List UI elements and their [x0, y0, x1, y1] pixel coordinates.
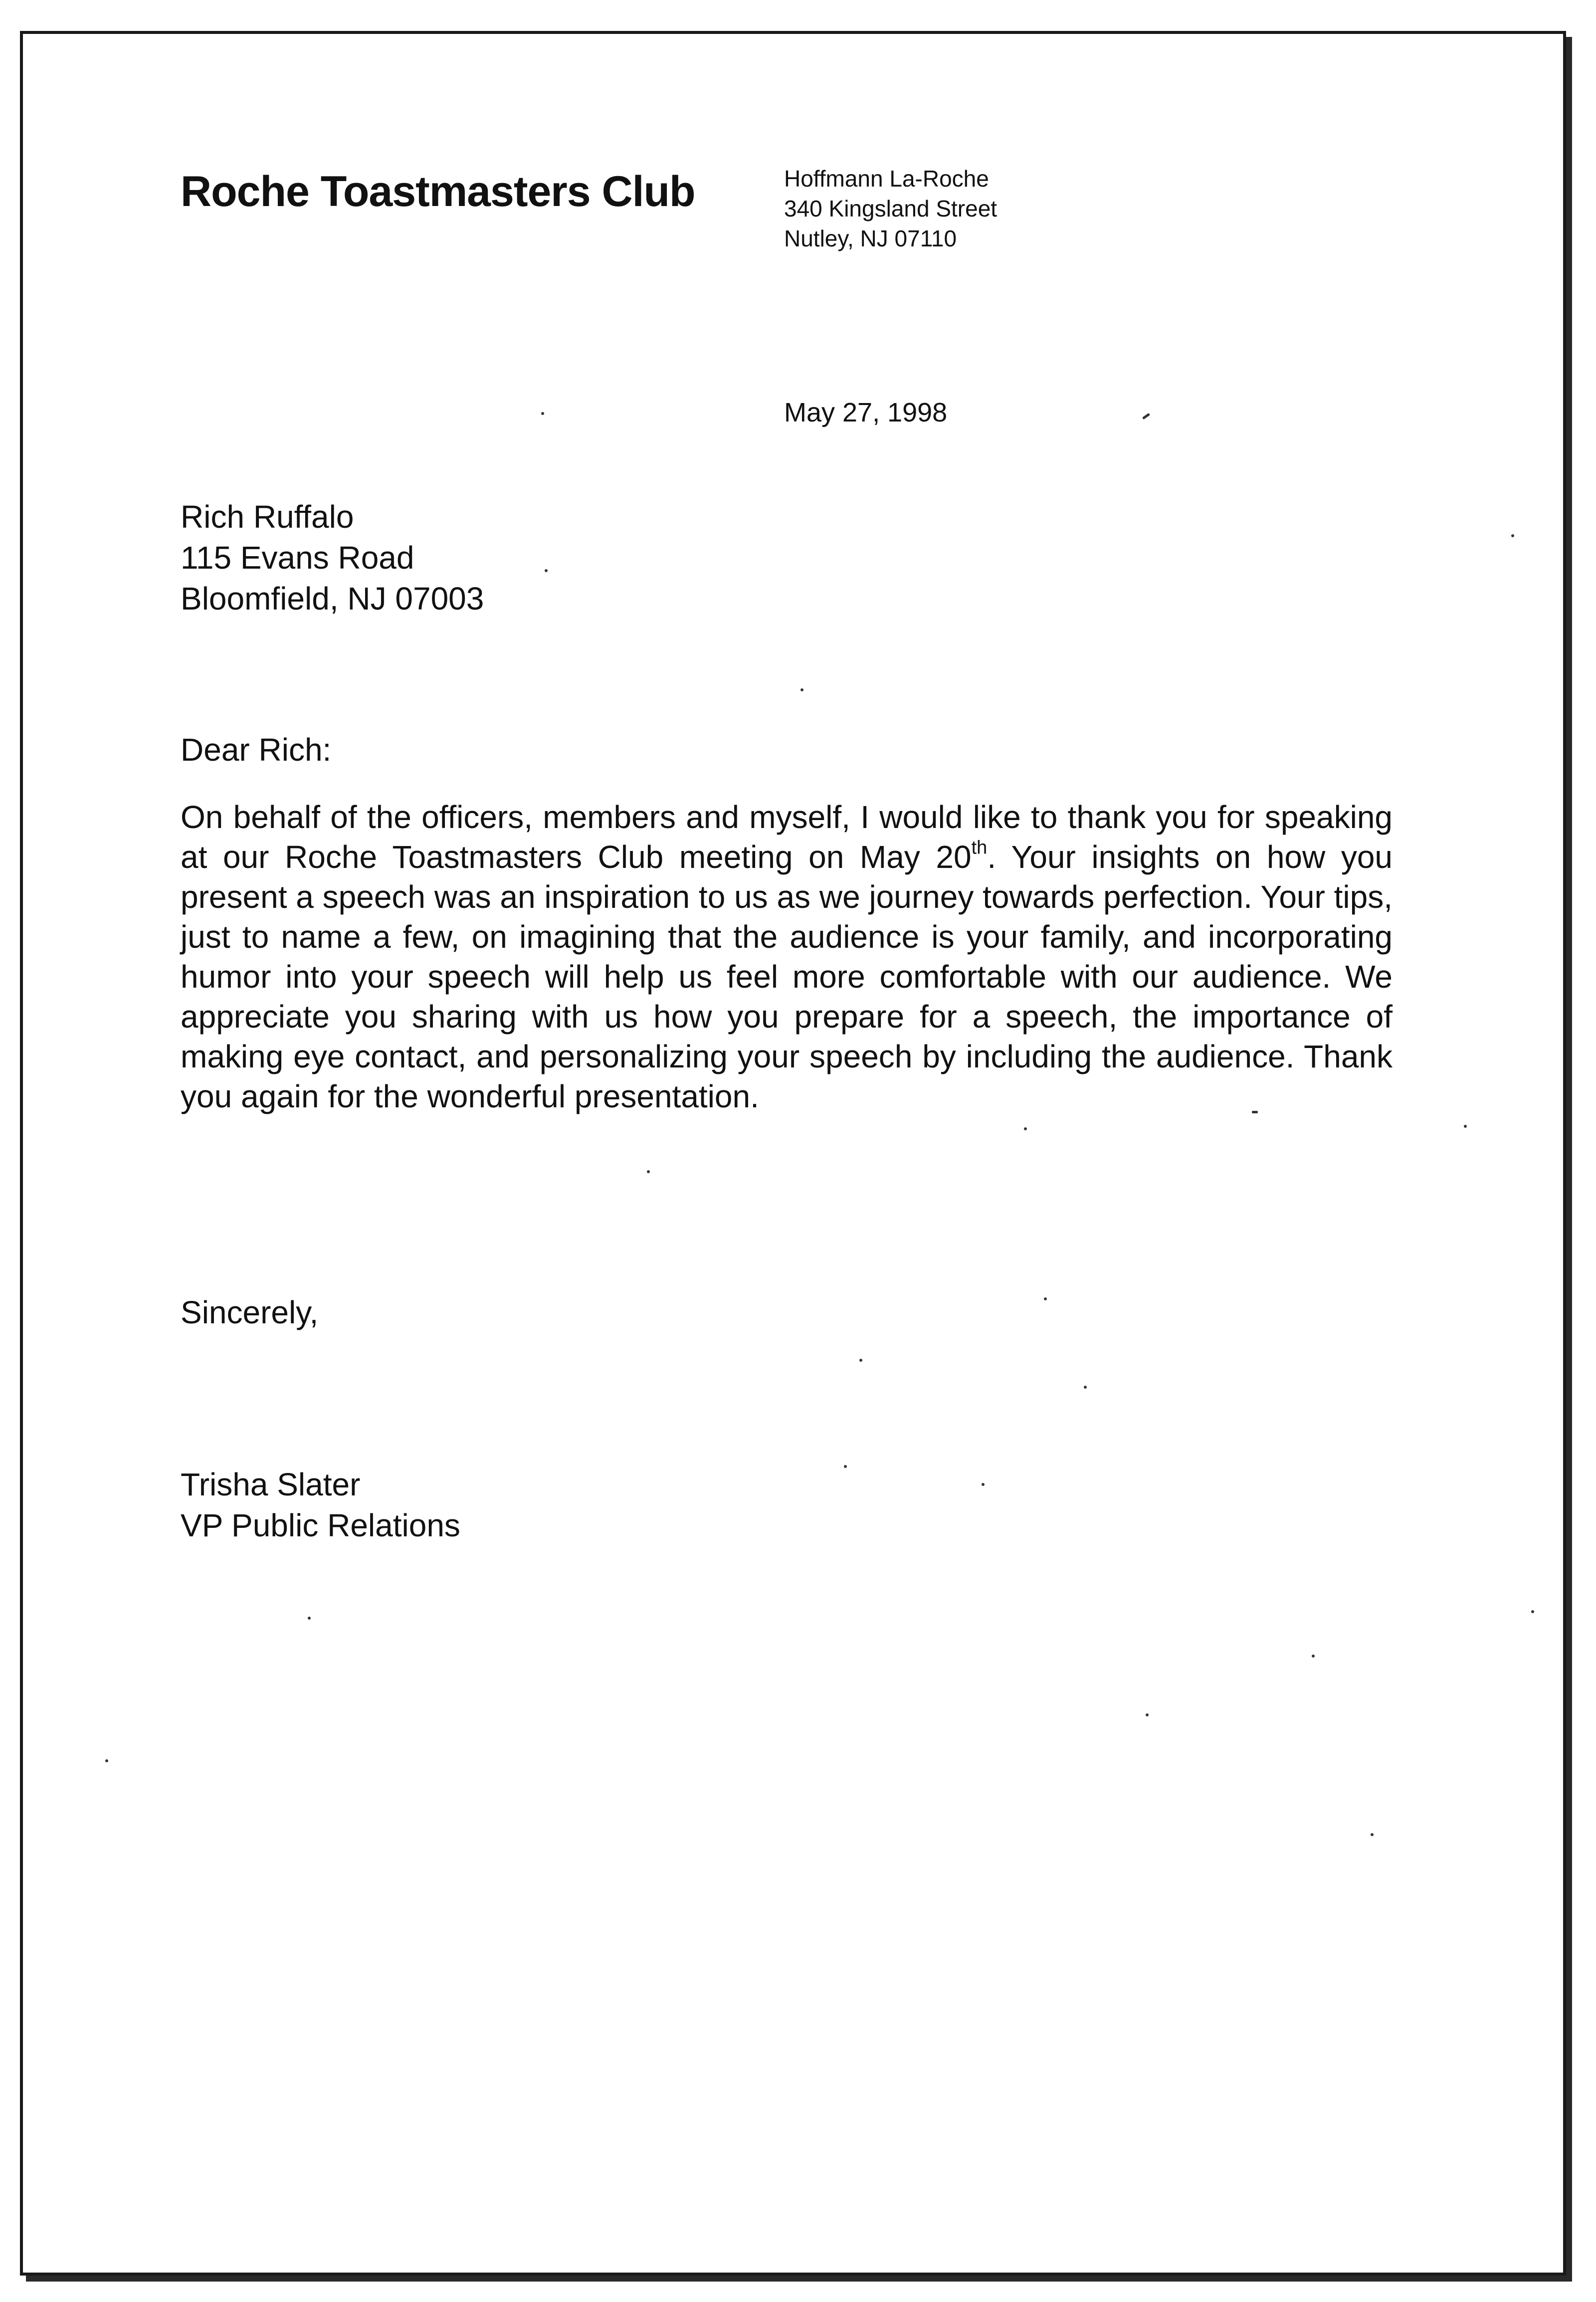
- signature-block: [181, 1464, 460, 1546]
- scan-speck: [1044, 1297, 1047, 1300]
- scan-speck: [545, 569, 548, 572]
- scan-speck: [1531, 1610, 1534, 1613]
- recipient-street: 115 Evans Road: [181, 540, 414, 576]
- scan-speck: [1511, 534, 1514, 537]
- letter-page: [20, 31, 1566, 2276]
- recipient-name: Rich Ruffalo: [181, 499, 354, 535]
- closing: Sincerely,: [181, 1294, 319, 1330]
- scan-speck: [1312, 1655, 1315, 1658]
- scan-speck: [844, 1465, 847, 1468]
- scan-speck: [1371, 1833, 1374, 1836]
- address-line-company: Hoffmann La-Roche: [784, 166, 989, 192]
- club-name-heading: Roche Toastmasters Club: [181, 168, 695, 215]
- scan-speck: [105, 1759, 108, 1762]
- scan-speck: [982, 1483, 985, 1486]
- scan-speck: [1024, 1127, 1027, 1130]
- scan-speck: [1252, 1111, 1258, 1113]
- address-line-city: Nutley, NJ 07110: [784, 225, 957, 251]
- signer-title: VP Public Relations: [181, 1507, 460, 1543]
- body-date-superscript: th: [971, 837, 988, 858]
- scan-speck: [859, 1359, 862, 1362]
- scan-speck: [1084, 1386, 1087, 1389]
- body-text-part-1: On behalf of the officers, members and myself, I would like to thank you for speaking at our Roche Toastmasters Club meeting on May 20: [181, 799, 1393, 875]
- letterhead-address: [784, 164, 997, 253]
- scan-speck: [308, 1617, 311, 1620]
- scan-speck: [800, 688, 803, 691]
- letter-date: May 27, 1998: [784, 398, 948, 427]
- signer-name: Trisha Slater: [181, 1466, 361, 1502]
- scan-speck: [1464, 1125, 1467, 1128]
- body-text-part-2: . Your insights on how you present a speech was an inspiration to us as we journey towards perfection. Your tips, just to name a few, on imagining that the audience is your family, and incorporating humor into your speech will help us feel more comfortable with our audience. We appreciate you sharing with us how you prepare for a speech, the importance of making eye contact, and personalizing your speech by including the audience. Thank you again for the wonderful presentation.: [181, 839, 1393, 1114]
- scan-speck: [1146, 1713, 1149, 1716]
- recipient-address: [181, 496, 484, 619]
- salutation: Dear Rich:: [181, 732, 332, 768]
- letter-body: [181, 797, 1393, 1116]
- address-line-street: 340 Kingsland Street: [784, 196, 998, 221]
- scan-speck: [647, 1170, 650, 1173]
- scan-speck: [541, 412, 544, 415]
- recipient-city: Bloomfield, NJ 07003: [181, 581, 484, 617]
